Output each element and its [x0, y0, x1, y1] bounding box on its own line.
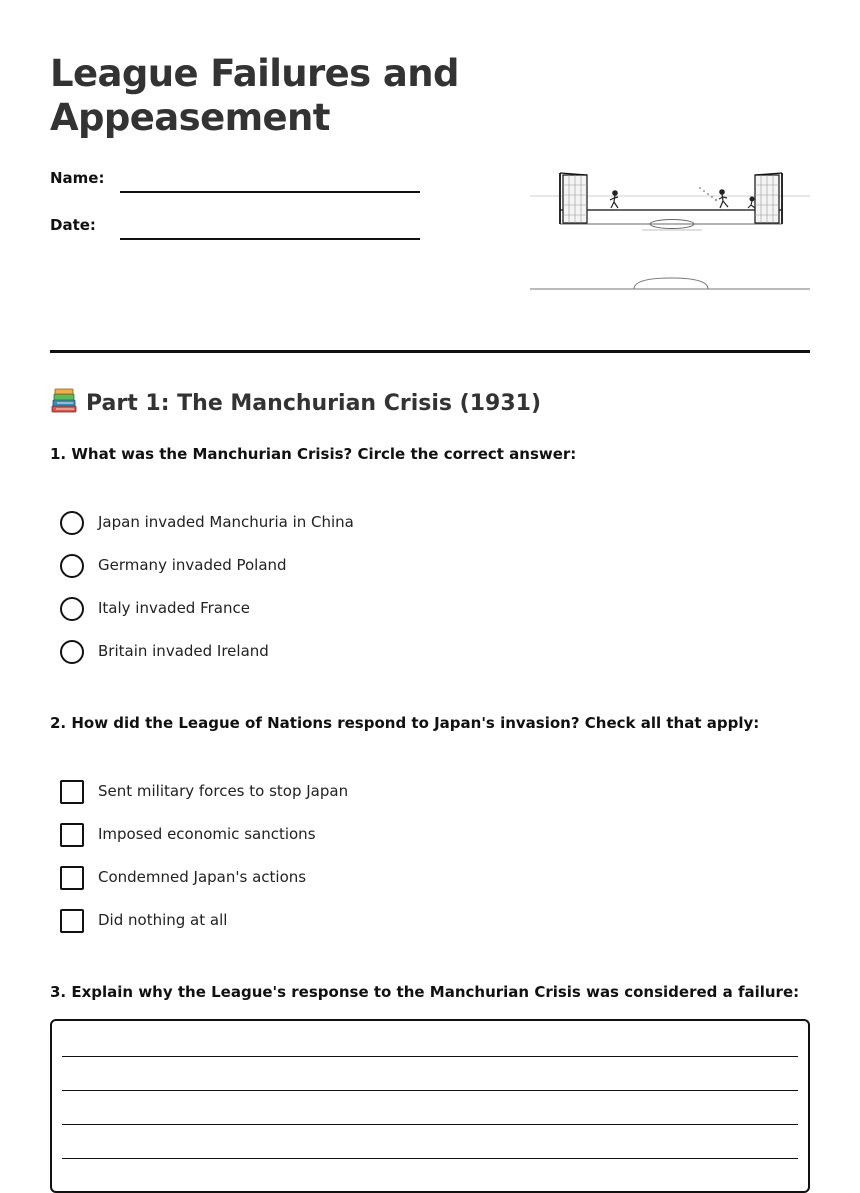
q1-option-label: Britain invaded Ireland — [98, 642, 269, 660]
q2-option-3[interactable] — [60, 865, 660, 891]
part1-heading-text: Part 1: The Manchurian Crisis (1931) — [86, 391, 542, 416]
ball-trajectory-icon — [699, 187, 717, 201]
q2-option-label: Did nothing at all — [98, 911, 228, 929]
question-1: 1. What was the Manchurian Crisis? Circle the correct answer: — [50, 445, 577, 463]
date-field[interactable] — [50, 212, 420, 242]
date-line[interactable] — [120, 238, 420, 240]
q1-option-3[interactable] — [60, 596, 660, 622]
q1-option-2[interactable] — [60, 553, 660, 579]
q1-option-1[interactable] — [60, 510, 660, 536]
section-divider — [50, 350, 810, 353]
question-3: 3. Explain why the League's response to the Manchurian Crisis was considered a failure: — [50, 983, 800, 1001]
right-goal-icon — [755, 173, 782, 224]
section-heading — [50, 388, 541, 419]
q1-option-4[interactable] — [60, 639, 660, 665]
page-title: League Failures and Appeasement — [50, 52, 459, 139]
date-label: Date: — [50, 216, 96, 234]
q2-option-4[interactable] — [60, 908, 660, 934]
name-label: Name: — [50, 169, 105, 187]
answer-line[interactable] — [62, 1158, 798, 1159]
left-goal-icon — [560, 173, 587, 224]
player-icon — [719, 190, 728, 208]
radio-button[interactable] — [60, 511, 84, 535]
books-icon — [50, 388, 78, 414]
answer-line[interactable] — [62, 1056, 798, 1057]
soccer-field-illustration — [530, 168, 810, 294]
q1-option-label: Germany invaded Poland — [98, 556, 287, 574]
radio-button[interactable] — [60, 640, 84, 664]
q2-option-label: Imposed economic sanctions — [98, 825, 316, 843]
q2-option-2[interactable] — [60, 822, 660, 848]
radio-button[interactable] — [60, 554, 84, 578]
answer-line[interactable] — [62, 1090, 798, 1091]
q2-option-1[interactable] — [60, 779, 660, 805]
q1-option-label: Italy invaded France — [98, 599, 250, 617]
question-2: 2. How did the League of Nations respond to Japan's invasion? Check all that apply: — [50, 714, 760, 732]
checkbox[interactable] — [60, 823, 84, 847]
q2-option-label: Sent military forces to stop Japan — [98, 782, 349, 800]
name-line[interactable] — [120, 191, 420, 193]
name-field[interactable] — [50, 165, 420, 195]
checkbox[interactable] — [60, 780, 84, 804]
checkbox[interactable] — [60, 866, 84, 890]
q2-option-label: Condemned Japan's actions — [98, 868, 307, 886]
answer-box[interactable] — [50, 1019, 810, 1193]
checkbox[interactable] — [60, 909, 84, 933]
radio-button[interactable] — [60, 597, 84, 621]
player-icon — [610, 191, 618, 208]
goalkeeper-icon — [748, 197, 755, 208]
answer-line[interactable] — [62, 1124, 798, 1125]
q1-option-label: Japan invaded Manchuria in China — [98, 513, 354, 531]
